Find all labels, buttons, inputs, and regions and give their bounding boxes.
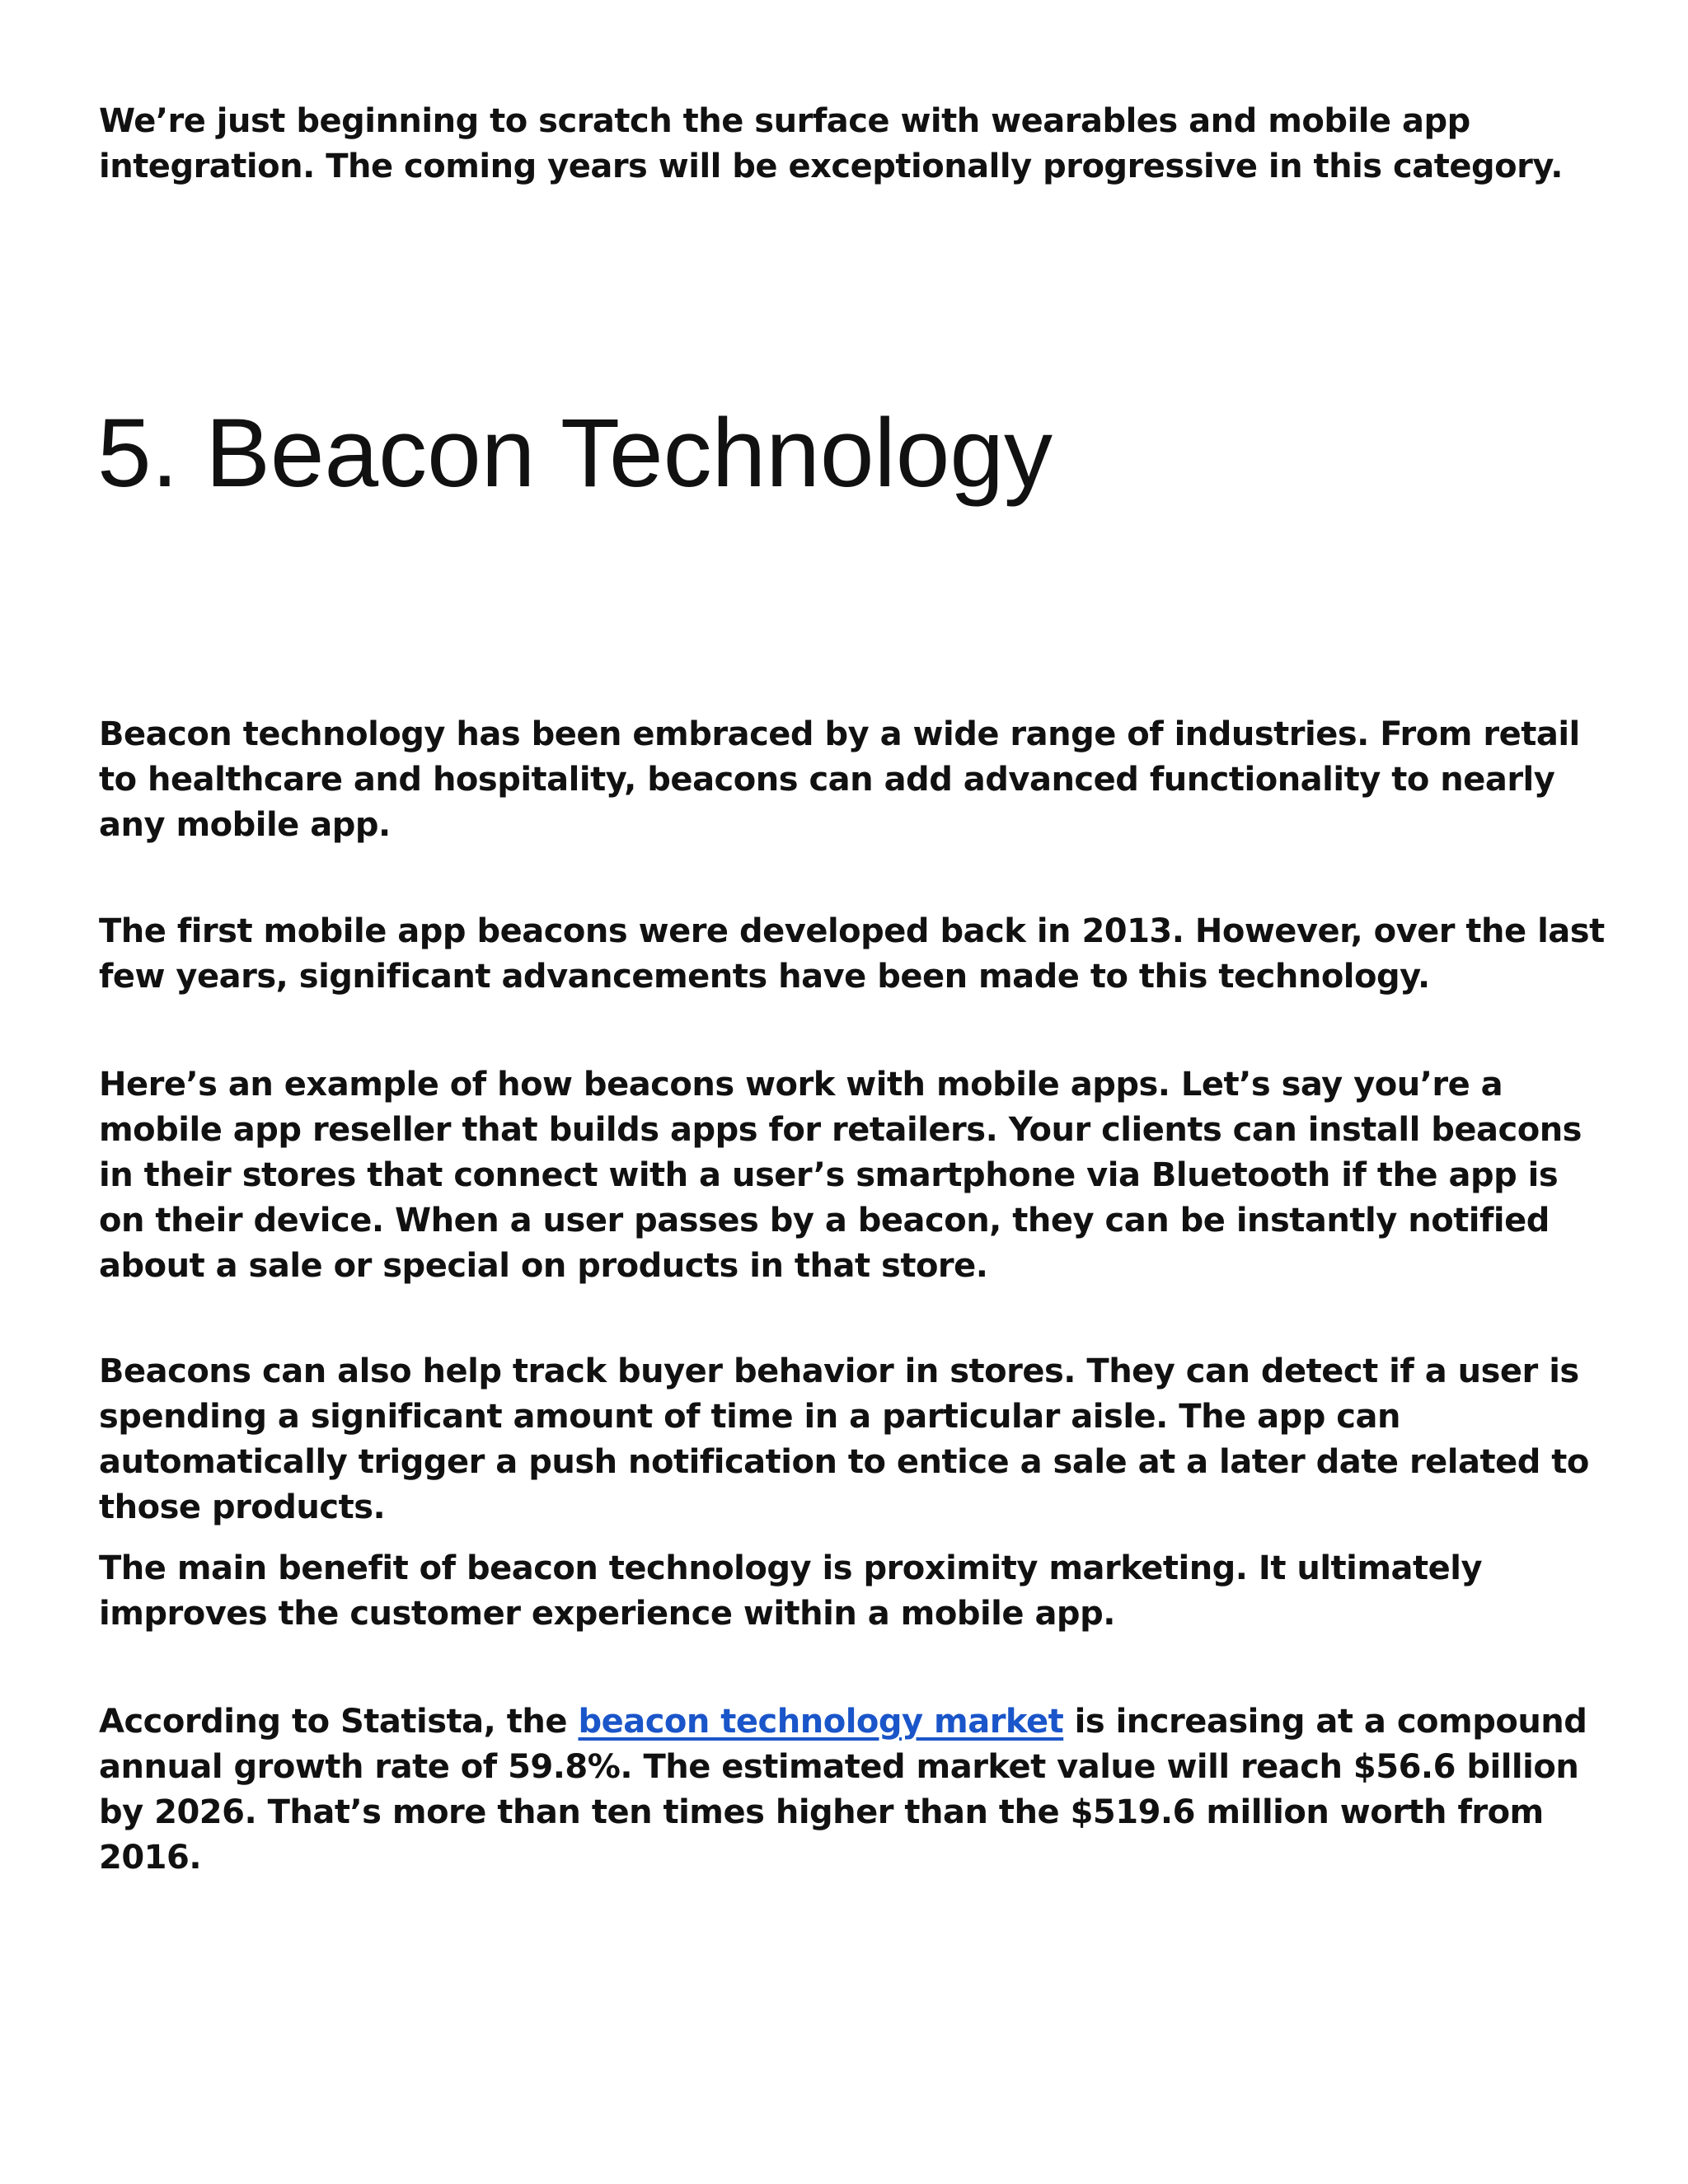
paragraph-history: The first mobile app beacons were developed back in 2013. However, over the last few years, significant advancements have been made to this technology. — [99, 912, 1605, 996]
section-heading: 5. Beacon Technology — [97, 399, 1053, 508]
beacon-market-link[interactable]: beacon technology market — [578, 1703, 1064, 1741]
paragraph-industries: Beacon technology has been embraced by a wide range of industries. From retail to healthcare and hospitality, beacons can add advanced functionality to nearly any mobile app. — [99, 715, 1580, 844]
statista-text-after: is increasing at a compound annual growth rate of 59.8%. The estimated market value will reach $56.6 billion by 2026. That’s more than ten times higher than the $519.6 million worth from 2016. — [99, 1703, 1587, 1877]
intro-paragraph: We’re just beginning to scratch the surface with wearables and mobile app integration. The coming years will be exceptionally progressive in this category. — [99, 102, 1563, 185]
paragraph-benefit: The main benefit of beacon technology is proximity marketing. It ultimately improves the customer experience within a mobile app. — [99, 1549, 1483, 1633]
paragraph-statista — [99, 1699, 1607, 1881]
statista-text-before: According to Statista, the — [99, 1703, 579, 1741]
paragraph-example: Here’s an example of how beacons work with mobile apps. Let’s say you’re a mobile app reseller that builds apps for retailers. Your clients can install beacons in their stores that connect with a user’s smartphone via Bluetooth if the app is on their device. When a user passes by a beacon, they can be instantly notified about a sale or special on products in that store. — [99, 1066, 1582, 1285]
paragraph-tracking: Beacons can also help track buyer behavior in stores. They can detect if a user is spending a significant amount of time in a particular aisle. The app can automatically trigger a push notification to entice a sale at a later date related to those products. — [99, 1352, 1589, 1526]
